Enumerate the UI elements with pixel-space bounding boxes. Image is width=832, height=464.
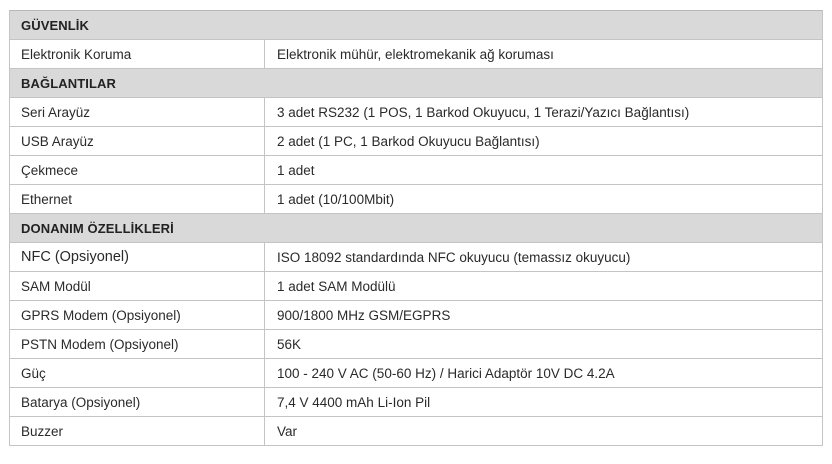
- spec-key: Elektronik Koruma: [10, 40, 265, 68]
- spec-key: USB Arayüz: [10, 127, 265, 155]
- section-header-donanim: [10, 214, 822, 243]
- spec-value: 2 adet (1 PC, 1 Barkod Okuyucu Bağlantısı): [277, 133, 540, 149]
- spec-key: NFC (Opsiyonel): [10, 243, 265, 271]
- spec-table: [9, 10, 823, 446]
- spec-key: Buzzer: [10, 417, 265, 445]
- spec-key: Seri Arayüz: [10, 98, 265, 126]
- spec-key: PSTN Modem (Opsiyonel): [10, 330, 265, 358]
- section-title: DONANIM ÖZELLİKLERİ: [21, 220, 174, 236]
- table-row: [10, 301, 822, 330]
- spec-key: Çekmece: [10, 156, 265, 184]
- table-row: [10, 40, 822, 69]
- spec-value: Var: [277, 423, 298, 439]
- spec-value: 56K: [277, 336, 302, 352]
- table-row: [10, 156, 822, 185]
- spec-value: 1 adet: [277, 162, 315, 178]
- table-row: [10, 185, 822, 214]
- spec-key: SAM Modül: [10, 272, 265, 300]
- table-row: [10, 388, 822, 417]
- spec-key: Ethernet: [10, 185, 265, 213]
- spec-value: 1 adet SAM Modülü: [277, 278, 396, 294]
- table-row: [10, 243, 822, 272]
- section-header-baglantilar: [10, 69, 822, 98]
- table-row: [10, 417, 822, 446]
- section-title: GÜVENLİK: [21, 17, 89, 33]
- spec-key: Güç: [10, 359, 265, 387]
- table-row: [10, 272, 822, 301]
- spec-value: 100 - 240 V AC (50-60 Hz) / Harici Adaptör 10V DC 4.2A: [277, 365, 615, 381]
- spec-value: 3 adet RS232 (1 POS, 1 Barkod Okuyucu, 1 Terazi/Yazıcı Bağlantısı): [277, 104, 690, 120]
- spec-value: ISO 18092 standardında NFC okuyucu (temassız okuyucu): [277, 249, 631, 265]
- spec-key: GPRS Modem (Opsiyonel): [10, 301, 265, 329]
- section-header-guvenlik: [10, 11, 822, 40]
- spec-value: 1 adet (10/100Mbit): [277, 191, 395, 207]
- table-row: [10, 127, 822, 156]
- spec-value: 7,4 V 4400 mAh Li-Ion Pil: [277, 394, 431, 410]
- spec-value: Elektronik mühür, elektromekanik ağ koruması: [277, 46, 554, 62]
- table-row: [10, 359, 822, 388]
- table-row: [10, 98, 822, 127]
- spec-value: 900/1800 MHz GSM/EGPRS: [277, 307, 451, 323]
- spec-key: Batarya (Opsiyonel): [10, 388, 265, 416]
- table-row: [10, 330, 822, 359]
- section-title: BAĞLANTILAR: [21, 75, 116, 91]
